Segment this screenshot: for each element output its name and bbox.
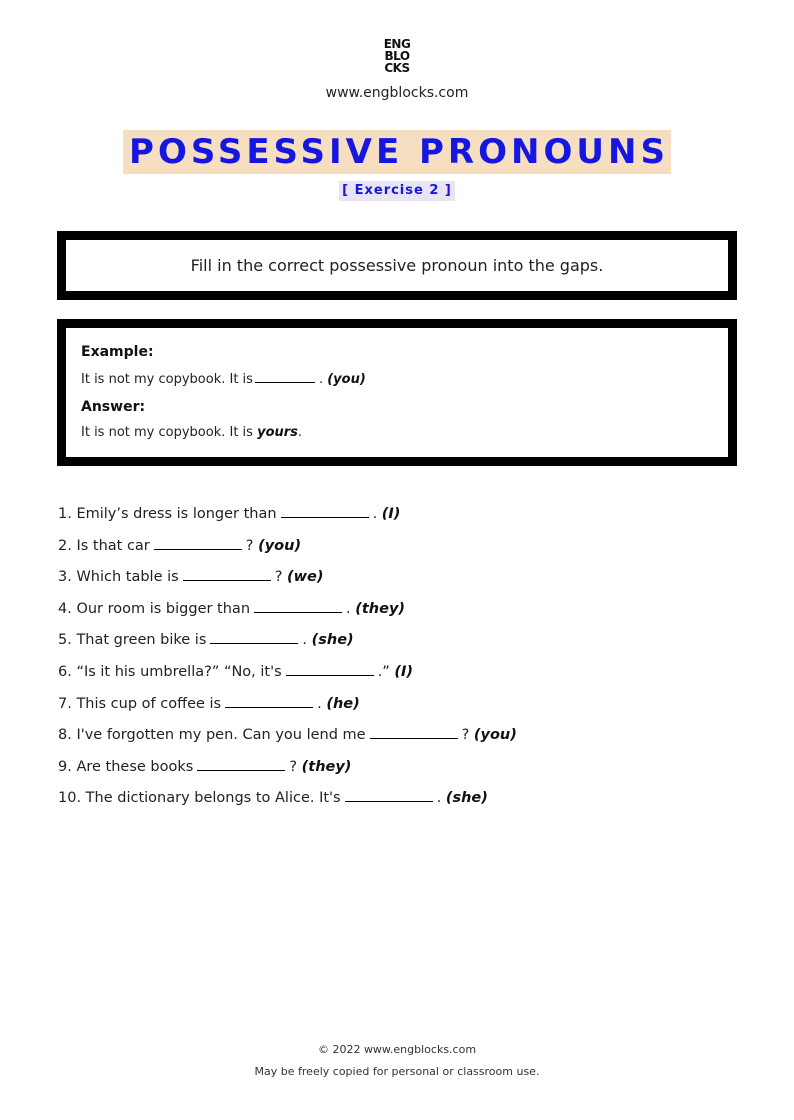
question-punct: ? (274, 569, 283, 586)
pronoun-hint: (she) (311, 632, 354, 649)
example-label: Example: (81, 344, 154, 360)
question-punct: . (346, 600, 351, 617)
question-text: 9. Are these books (58, 758, 194, 775)
instruction-box (57, 231, 737, 300)
answer-blank[interactable] (254, 600, 342, 613)
pronoun-hint: (you) (473, 727, 517, 744)
question-list (58, 503, 748, 819)
question-text: 4. Our room is bigger than (58, 600, 251, 617)
question-text: 8. I've forgotten my pen. Can you lend me (58, 727, 366, 744)
engblocks-logo (0, 38, 794, 74)
question-punct: .” (377, 663, 390, 680)
pronoun-hint: (they) (301, 758, 352, 775)
answer-blank[interactable] (281, 505, 369, 518)
question-text: 7. This cup of coffee is (58, 695, 222, 712)
answer-label: Answer: (81, 399, 146, 415)
question-item (58, 598, 748, 630)
logo-line: CKS (384, 61, 410, 75)
question-item (58, 756, 748, 788)
answer-blank[interactable] (154, 537, 242, 550)
question-item (58, 535, 748, 567)
question-punct: ? (289, 758, 298, 775)
question-punct: . (436, 790, 442, 807)
question-item (58, 693, 748, 725)
pronoun-hint: (you) (258, 537, 302, 554)
question-item (58, 661, 748, 693)
example-text: It is not my copybook. It is (81, 372, 253, 387)
example-sentence (81, 370, 713, 388)
answer-blank[interactable] (370, 726, 458, 739)
question-text: 5. That green bike is (58, 632, 207, 649)
question-text: 1. Emily’s dress is longer than (58, 506, 277, 522)
answer-blank[interactable] (183, 568, 271, 581)
logo-line: BLO (384, 49, 410, 63)
answer-blank[interactable] (345, 789, 433, 802)
answer-blank[interactable] (210, 631, 298, 644)
pronoun-hint: (we) (287, 569, 324, 586)
question-punct: ? (461, 727, 470, 744)
answer-end: . (297, 425, 303, 440)
question-punct: . (372, 506, 378, 522)
question-punct: ? (245, 537, 254, 554)
question-text: 3. Which table is (58, 569, 179, 586)
pronoun-hint: (she) (445, 790, 488, 807)
example-box (57, 319, 737, 466)
pronoun-hint: (they) (355, 600, 406, 617)
question-text: 6. “Is it his umbrella?” “No, it's (58, 663, 282, 680)
question-item (58, 566, 748, 598)
answer-blank[interactable] (286, 663, 374, 676)
question-punct: . (317, 695, 322, 712)
question-punct: . (302, 632, 307, 649)
question-item (58, 629, 748, 661)
pronoun-hint: (I) (381, 506, 401, 522)
question-item (58, 787, 748, 819)
question-item (58, 724, 748, 756)
footer-note: May be freely copied for personal or classroom use. (254, 1065, 540, 1078)
logo-line: ENG (383, 37, 411, 51)
question-text: 10. The dictionary belongs to Alice. It's (58, 790, 341, 807)
question-item (58, 503, 748, 535)
instruction-text: Fill in the correct possessive pronoun into the gaps. (190, 256, 604, 275)
pronoun-hint: (I) (394, 663, 414, 680)
answer-blank[interactable] (225, 695, 313, 708)
site-url: www.engblocks.com (325, 85, 469, 101)
question-text: 2. Is that car (58, 537, 150, 554)
answer-word: yours (257, 425, 298, 440)
exercise-subtitle: [ Exercise 2 ] (339, 181, 455, 201)
pronoun-hint: (he) (326, 695, 360, 712)
answer-sentence (81, 425, 713, 441)
example-end: . (318, 372, 324, 387)
answer-blank[interactable] (197, 758, 285, 771)
footer-copyright: © 2022 www.engblocks.com (317, 1043, 477, 1056)
example-blank (255, 370, 315, 383)
example-hint: (you) (327, 372, 366, 387)
answer-text: It is not my copybook. It is (81, 425, 253, 440)
worksheet-title: POSSESSIVE PRONOUNS (123, 130, 671, 174)
